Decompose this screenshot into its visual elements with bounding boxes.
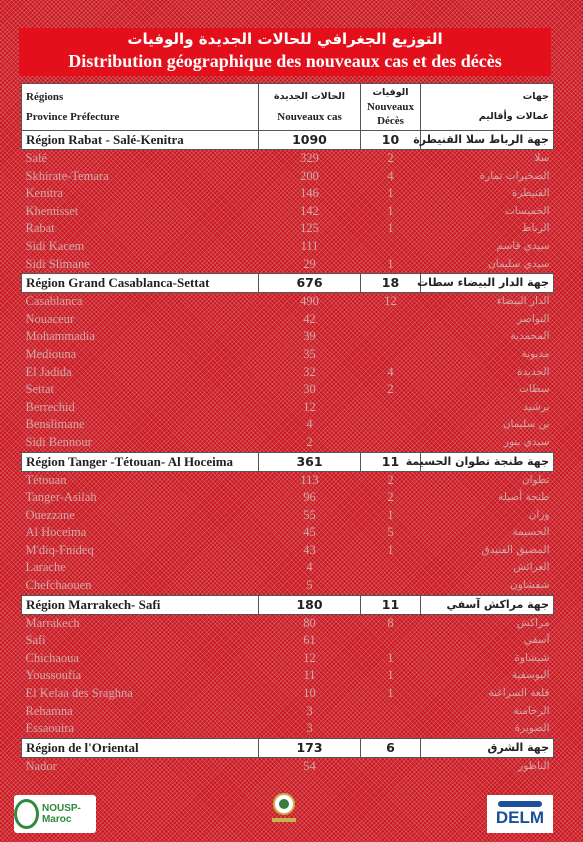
cell-arabic-name: المضيق الفنيدق (481, 543, 550, 556)
province-row (22, 364, 554, 382)
province-row (22, 632, 554, 650)
cell-deaths: 18 (361, 274, 421, 293)
cell-name: Marrakech (25, 615, 80, 630)
cell-arabic-name: بن سليمان (502, 418, 550, 431)
cell-deaths (361, 328, 421, 346)
cell-cases: 12 (303, 399, 316, 414)
distribution-table (21, 83, 554, 775)
cell-deaths: 11 (361, 595, 421, 614)
cell-name: Chichaoua (25, 650, 79, 665)
cell-arabic-name: الحسيمة (512, 526, 550, 539)
cell-deaths (361, 416, 421, 434)
cell-arabic-name: وزان (528, 508, 550, 521)
cell-deaths (361, 238, 421, 256)
cell-cases: 1090 (259, 131, 361, 150)
province-row (22, 399, 554, 417)
page-title-french: Distribution géographique des nouveaux cas et des décès (68, 51, 502, 71)
province-row (22, 256, 554, 274)
cell-cases: 125 (300, 221, 319, 236)
cell-name: M'diq-Fnideq (25, 542, 94, 557)
page-title-banner (19, 28, 551, 76)
cell-name: Région Rabat - Salé-Kenitra (22, 131, 259, 150)
cell-deaths (361, 399, 421, 417)
cell-cases: 113 (300, 472, 319, 487)
province-row (22, 757, 554, 775)
cell-name: Khemisset (25, 203, 79, 218)
cell-cases: 12 (303, 650, 316, 665)
cell-arabic-name: النواصر (517, 312, 550, 325)
cell-cases: 173 (259, 738, 361, 757)
cell-cases: 5 (306, 578, 313, 593)
cell-arabic-name: اليوسفية (511, 669, 550, 682)
cell-name: Casablanca (25, 294, 83, 309)
cell-name: Kenitra (25, 186, 63, 201)
cell-deaths: 5 (387, 525, 394, 540)
cell-deaths (361, 434, 421, 452)
cell-name: Safi (25, 633, 46, 648)
province-row (22, 168, 554, 186)
delm-logo: DELM (487, 795, 553, 833)
cell-cases: 32 (303, 364, 316, 379)
cell-name: Région de l'Oriental (22, 738, 259, 757)
cell-name: Settat (25, 382, 54, 397)
region-row (22, 274, 554, 293)
province-row (22, 381, 554, 399)
cell-cases: 29 (303, 256, 316, 271)
cell-arabic-name: آسفي (523, 634, 550, 647)
cell-arabic-name: سلا (534, 152, 550, 164)
province-row (22, 293, 554, 311)
cell-name: Benslimane (25, 417, 85, 432)
cell-deaths: 12 (384, 294, 397, 309)
cell-name: Nouaceur (25, 311, 75, 326)
cell-deaths: 1 (387, 650, 394, 665)
province-row (22, 185, 554, 203)
nousp-logo: NOUSP-Maroc (14, 795, 96, 833)
cell-name: Tanger-Asilah (25, 490, 97, 505)
province-row (22, 524, 554, 542)
cell-name: Sidi Slimane (25, 256, 90, 271)
region-row (22, 595, 554, 614)
cell-name: Sidi Bennour (25, 434, 92, 449)
ministry-emblem-icon (262, 790, 306, 830)
cell-arabic-name: سطات (519, 383, 550, 396)
cell-cases: 45 (303, 525, 316, 540)
cell-name: Mohammadia (25, 329, 95, 344)
cell-arabic-name: جهة مراكش آسفي (421, 595, 554, 614)
cell-deaths (361, 632, 421, 650)
province-row (22, 559, 554, 577)
cell-arabic-name: تطوان (521, 473, 550, 486)
header-regions: Régions Province Préfecture (22, 84, 259, 131)
cell-arabic-name: الرباط (521, 222, 550, 235)
cell-arabic-name: سيدي بنور (503, 435, 550, 448)
table-header (22, 84, 554, 131)
cell-cases: 111 (300, 238, 319, 253)
province-row (22, 220, 554, 238)
cell-arabic-name: مديونة (521, 347, 550, 360)
cell-cases: 490 (300, 294, 319, 309)
cell-arabic-name: الصويرة (514, 722, 550, 735)
province-row (22, 577, 554, 595)
cell-deaths (361, 346, 421, 364)
cell-arabic-name: سيدي سليمان (488, 257, 550, 270)
page-title-arabic: التوزيع الجغرافي للحالات الجديدة والوفيات (127, 30, 443, 48)
cell-deaths (361, 703, 421, 721)
province-row (22, 346, 554, 364)
cell-arabic-name: طنجة أصيلة (498, 491, 550, 504)
cell-deaths: 11 (361, 452, 421, 471)
cell-arabic-name: جهة طنجة تطوان الحسيمة (421, 452, 554, 471)
cell-deaths (361, 559, 421, 577)
cell-deaths: 1 (387, 542, 394, 557)
cell-deaths: 2 (387, 490, 394, 505)
province-row (22, 542, 554, 560)
cell-deaths (361, 757, 421, 775)
cell-deaths: 1 (387, 221, 394, 236)
cell-name: Tétouan (25, 472, 67, 487)
cell-cases: 35 (303, 346, 316, 361)
cell-name: Région Grand Casablanca-Settat (22, 274, 259, 293)
cell-cases: 4 (306, 417, 313, 432)
header-new-deaths: الوفيات Nouveaux Décès (361, 84, 421, 131)
cell-cases: 4 (306, 560, 313, 575)
cell-cases: 39 (303, 329, 316, 344)
cell-deaths: 4 (387, 168, 394, 183)
cell-arabic-name: شفشاون (510, 579, 550, 592)
cell-cases: 146 (300, 186, 319, 201)
cell-arabic-name: الصخيرات تمارة (479, 169, 550, 182)
cell-name: Mediouna (25, 346, 77, 361)
province-row (22, 614, 554, 632)
province-row (22, 471, 554, 489)
cell-arabic-name: الدار البيضاء (496, 295, 550, 308)
cell-cases: 30 (303, 382, 316, 397)
cell-arabic-name: جهة الدار البيضاء سطات (421, 274, 554, 293)
cell-arabic-name: جهة الشرق (421, 738, 554, 757)
cell-deaths (361, 577, 421, 595)
cell-deaths: 2 (387, 151, 394, 165)
cell-cases: 10 (303, 686, 316, 701)
cell-deaths: 1 (387, 668, 394, 683)
cell-name: Essaouira (25, 721, 75, 736)
cell-name: Nador (25, 758, 57, 773)
cell-name: El Kelaa des Sraghna (25, 686, 133, 701)
cell-name: Région Marrakech- Safi (22, 595, 259, 614)
region-row (22, 452, 554, 471)
province-row (22, 720, 554, 738)
cell-name: Berrechid (25, 399, 75, 414)
cell-cases: 96 (303, 490, 316, 505)
cell-name: Youssoufia (25, 668, 82, 683)
cell-arabic-name: المحمدية (510, 330, 550, 343)
cell-name: Larache (25, 560, 66, 575)
province-row (22, 416, 554, 434)
cell-name: Rehamna (25, 703, 73, 718)
header-new-cases: الحالات الجديدة Nouveaux cas (259, 84, 361, 131)
green-ring-logo-icon (14, 799, 39, 829)
province-row (22, 150, 554, 168)
cell-deaths: 1 (387, 256, 394, 271)
cell-cases: 200 (300, 168, 319, 183)
cell-arabic-name: الجديدة (517, 365, 550, 378)
province-row (22, 328, 554, 346)
province-row (22, 667, 554, 685)
cell-name: Al Hoceima (25, 525, 87, 540)
cell-cases: 180 (259, 595, 361, 614)
cell-name: Ouezzane (25, 507, 75, 522)
cell-cases: 42 (303, 311, 316, 326)
cell-cases: 2 (306, 434, 313, 449)
cell-deaths (361, 311, 421, 329)
cell-deaths: 1 (387, 203, 394, 218)
cell-arabic-name: شيشاوة (514, 651, 550, 664)
region-row (22, 131, 554, 150)
cell-cases: 54 (303, 758, 316, 773)
cell-deaths: 10 (361, 131, 421, 150)
cell-cases: 11 (303, 668, 316, 683)
cell-arabic-name: سيدي قاسم (496, 239, 550, 252)
cell-name: Salé (25, 151, 48, 165)
cell-arabic-name: القنيطرة (511, 187, 550, 200)
province-row (22, 703, 554, 721)
province-row (22, 203, 554, 221)
cell-deaths: 8 (387, 615, 394, 630)
cell-deaths: 1 (387, 507, 394, 522)
cell-name: Skhirate-Temara (25, 168, 109, 183)
province-row (22, 685, 554, 703)
province-row (22, 238, 554, 256)
cell-name: Région Tanger -Tétouan- Al Hoceima (22, 452, 259, 471)
province-row (22, 434, 554, 452)
cell-cases: 361 (259, 452, 361, 471)
cell-arabic-name: قلعة السراغنة (488, 687, 550, 700)
cell-arabic-name: مراكش (516, 616, 550, 629)
cell-deaths: 1 (387, 186, 394, 201)
cell-cases: 329 (300, 151, 319, 165)
cell-cases: 43 (303, 542, 316, 557)
cell-cases: 142 (300, 203, 319, 218)
province-row (22, 650, 554, 668)
cell-deaths (361, 720, 421, 738)
cell-cases: 61 (303, 633, 316, 648)
cell-arabic-name: برشيد (523, 400, 550, 413)
cell-name: Sidi Kacem (25, 238, 85, 253)
cell-arabic-name: الناظور (518, 759, 550, 772)
cell-cases: 676 (259, 274, 361, 293)
cell-deaths: 2 (387, 382, 394, 397)
cell-name: Chefchaouen (25, 578, 92, 593)
cell-arabic-name: العرائش (513, 561, 550, 574)
province-row (22, 489, 554, 507)
cell-cases: 80 (303, 615, 316, 630)
cell-name: El Jadida (25, 364, 72, 379)
province-row (22, 507, 554, 525)
cell-deaths: 1 (387, 686, 394, 701)
cell-cases: 3 (306, 721, 313, 736)
province-row (22, 311, 554, 329)
cell-arabic-name: الخميسات (504, 204, 550, 217)
header-regions-arabic: جهات عمالات وأقاليم (421, 84, 554, 131)
cell-deaths: 6 (361, 738, 421, 757)
cell-deaths: 2 (387, 472, 394, 487)
delm-logo-icon (498, 801, 542, 807)
cell-cases: 3 (306, 703, 313, 718)
cell-name: Rabat (25, 221, 55, 236)
cell-cases: 55 (303, 507, 316, 522)
table-body (22, 131, 554, 776)
region-row (22, 738, 554, 757)
cell-deaths: 4 (387, 364, 394, 379)
cell-arabic-name: الرحامنة (513, 704, 550, 717)
cell-arabic-name: جهة الرباط سلا القنيطرة (421, 131, 554, 150)
